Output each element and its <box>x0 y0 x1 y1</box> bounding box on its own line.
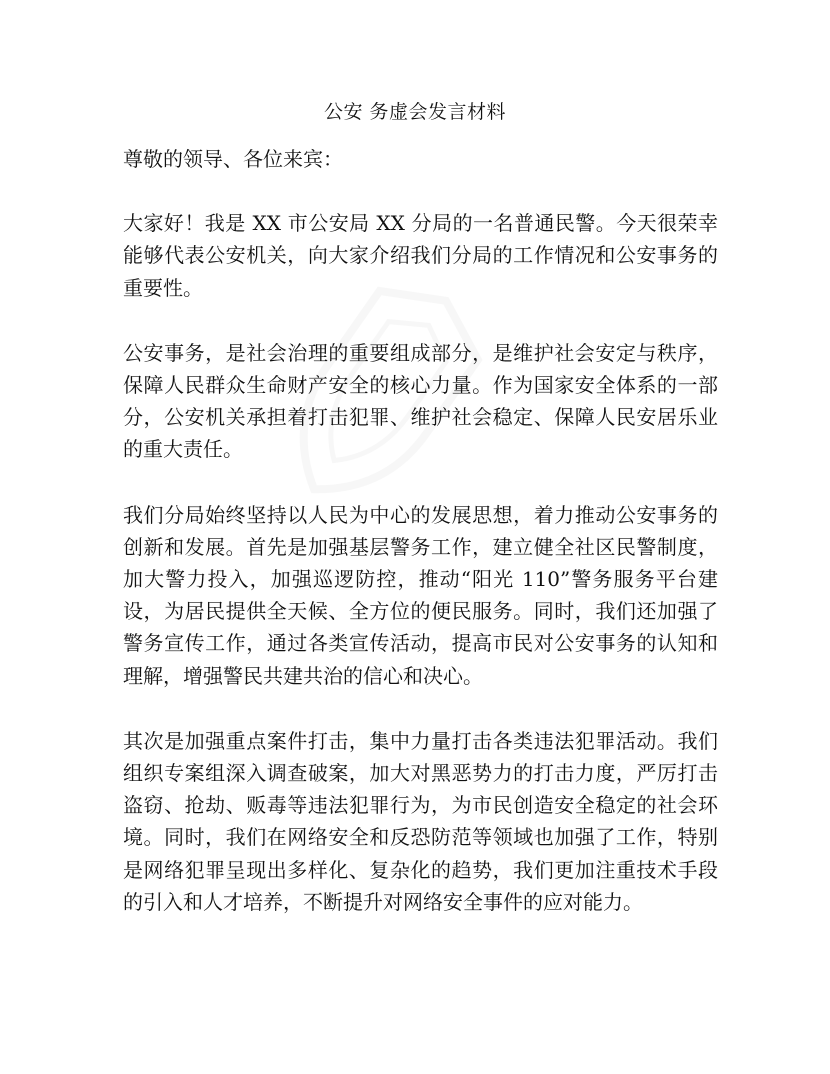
paragraph-public-security-affairs: 公安事务，是社会治理的重要组成部分，是维护社会安定与秩序，保障人民群众生命财产安全的核心力量。作为国家安全体系的一部分，公安机关承担着打击犯罪、维护社会稳定、保障人民安居乐业的重大责任。 <box>123 340 718 462</box>
paragraph-crime-crackdown: 其次是加强重点案件打击，集中力量打击各类违法犯罪活动。我们组织专案组深入调查破案，加大对黑恶势力的打击力度，严厉打击盗窃、抢劫、贩毒等违法犯罪行为，为市民创造安全稳定的社会环境。同时，我们在网络安全和反恐防范等领域也加强了工作，特别是网络犯罪呈现出多样化、复杂化的趋势，我们更加注重技术手段的引入和人才培养，不断提升对网络安全事件的应对能力。 <box>123 728 718 914</box>
paragraph-bureau-development: 我们分局始终坚持以人民为中心的发展思想，着力推动公安事务的创新和发展。首先是加强基层警务工作，建立健全社区民警制度，加大警力投入，加强巡逻防控，推动“阳光 110”警务服务平台建设，为居民提供全天候、全方位的便民服务。同时，我们还加强了警务宣传工作，通过各类宣传活动，提高市民对公安事务的认知和理解，增强警民共建共治的信心和决心。 <box>123 502 718 688</box>
document-title: 公安 务虚会发言材料 <box>323 101 507 123</box>
salutation: 尊敬的领导、各位来宾： <box>123 147 343 171</box>
document-body <box>123 143 718 951</box>
paragraph-introduction: 大家好！我是 XX 市公安局 XX 分局的一名普通民警。今天很荣幸能够代表公安机关，向大家介绍我们分局的工作情况和公安事务的重要性。 <box>123 211 718 300</box>
